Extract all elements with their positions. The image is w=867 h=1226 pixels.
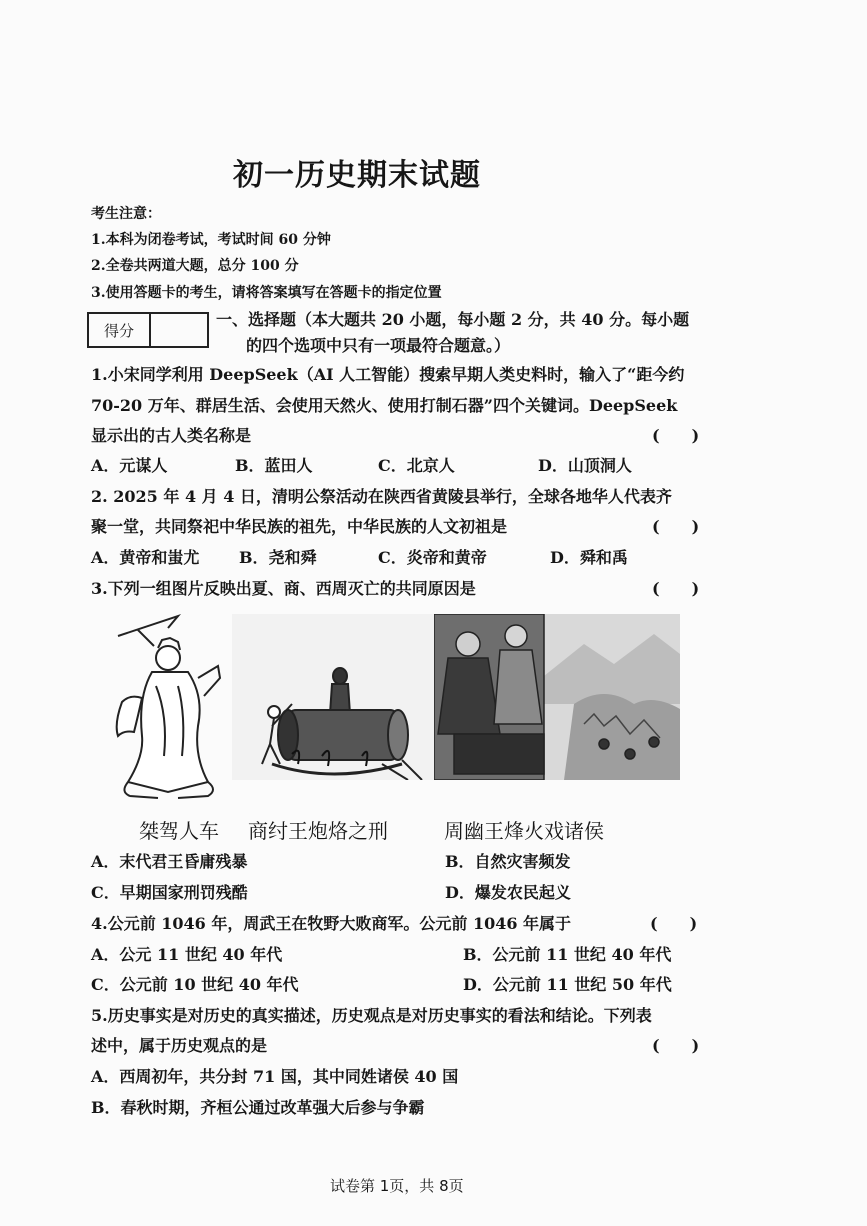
notice-heading: 考生注意： xyxy=(91,206,161,222)
question-1-text: 显示出的古人类名称是 xyxy=(91,426,252,445)
question-1-text: 1.小宋同学利用 DeepSeek（AI 人工智能）搜索早期人类史料时，输入了“距今约 xyxy=(91,365,685,384)
question-5-text: 述中，属于历史观点的是 xyxy=(91,1036,268,1055)
notice-item: 3.使用答题卡的考生，请将答案填写在答题卡的指定位置 xyxy=(91,285,442,301)
notice-item: 1.本科为闭卷考试，考试时间 60 分钟 xyxy=(91,232,331,248)
option-d: D．爆发农民起义 xyxy=(445,883,571,902)
option-c: C．公元前 10 世纪 40 年代 xyxy=(91,975,299,994)
option-c: C．北京人 xyxy=(378,456,455,475)
section-heading: 一、选择题（本大题共 20 小题，每小题 2 分，共 40 分。每小题 xyxy=(216,310,690,329)
score-field[interactable] xyxy=(151,314,207,346)
answer-blank: ( ) xyxy=(652,426,700,445)
option-b: B．蓝田人 xyxy=(235,456,313,475)
answer-blank: ( ) xyxy=(652,1036,700,1055)
image-caption: 桀驾人车 xyxy=(139,819,219,843)
score-label: 得分 xyxy=(89,314,151,346)
notice-item: 2.全卷共两道大题，总分 100 分 xyxy=(91,258,299,274)
page-footer: 试卷第 1页，共 8页 xyxy=(330,1177,464,1195)
jie-human-cart-illustration xyxy=(108,606,228,806)
question-2-text: 2. 2025 年 4 月 4 日，清明公祭活动在陕西省黄陵县举行，全球各地华人代表齐 xyxy=(91,487,672,506)
option-d: D．公元前 11 世纪 50 年代 xyxy=(463,975,672,994)
option-b: B．尧和舜 xyxy=(239,548,317,567)
paoluo-punishment-illustration xyxy=(232,614,434,780)
answer-blank: ( ) xyxy=(652,579,700,598)
option-a: A．西周初年，共分封 71 国，其中同姓诸侯 40 国 xyxy=(91,1067,459,1086)
answer-blank: ( ) xyxy=(650,914,698,933)
option-a: A．公元 11 世纪 40 年代 xyxy=(91,945,283,964)
option-b: B．公元前 11 世纪 40 年代 xyxy=(463,945,672,964)
page-title: 初一历史期末试题 xyxy=(233,158,481,193)
option-a: A．末代君王昏庸残暴 xyxy=(91,852,248,871)
question-4-text: 4.公元前 1046 年，周武王在牧野大败商军。公元前 1046 年属于 xyxy=(91,914,572,933)
option-b: B．自然灾害频发 xyxy=(445,852,571,871)
question-1-text: 70-20 万年、群居生活、会使用天然火、使用打制石器”四个关键词。DeepSeek xyxy=(91,396,678,415)
answer-blank: ( ) xyxy=(652,517,700,536)
option-a: A．元谋人 xyxy=(91,456,168,475)
question-2-text: 聚一堂，共同祭祀中华民族的祖先，中华民族的人文初祖是 xyxy=(91,517,508,536)
beacon-fire-illustration xyxy=(434,614,680,780)
image-caption: 商纣王炮烙之刑 xyxy=(248,819,388,843)
option-b: B．春秋时期，齐桓公通过改革强大后参与争霸 xyxy=(91,1098,425,1117)
question-3-text: 3.下列一组图片反映出夏、商、西周灭亡的共同原因是 xyxy=(91,579,476,598)
image-caption: 周幽王烽火戏诸侯 xyxy=(444,819,604,843)
score-box xyxy=(87,312,209,348)
option-c: C．炎帝和黄帝 xyxy=(378,548,487,567)
option-a: A．黄帝和蚩尤 xyxy=(91,548,200,567)
option-d: D．山顶洞人 xyxy=(538,456,632,475)
option-c: C．早期国家刑罚残酷 xyxy=(91,883,248,902)
option-d: D．舜和禹 xyxy=(550,548,628,567)
question-5-text: 5.历史事实是对历史的真实描述，历史观点是对历史事实的看法和结论。下列表 xyxy=(91,1006,652,1025)
section-heading: 的四个选项中只有一项最符合题意。） xyxy=(246,336,511,355)
